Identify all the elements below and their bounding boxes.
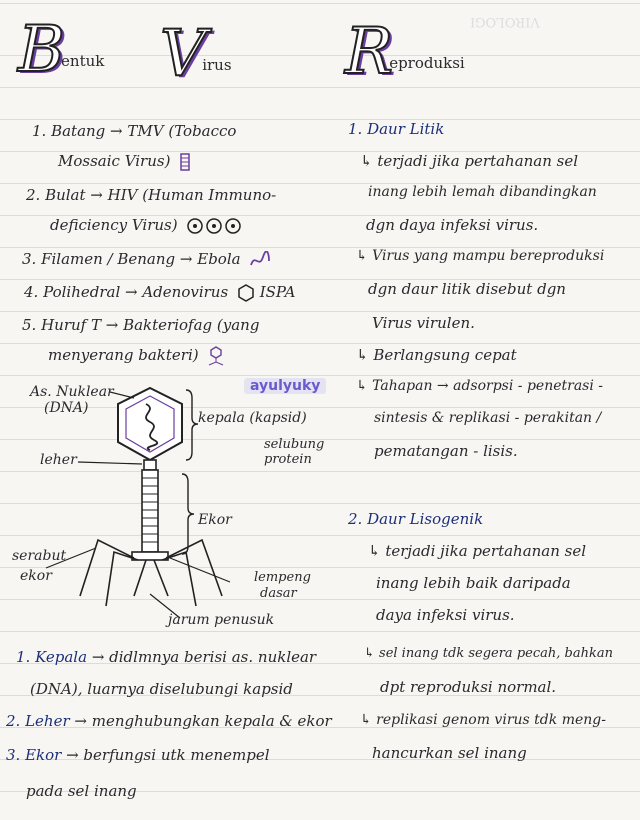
note-head-cont: (DNA), luarnya diselubungi kapsid bbox=[30, 680, 293, 698]
title-rest-reproduksi: eproduksi bbox=[389, 54, 465, 72]
ispa-label: ISPA bbox=[259, 283, 296, 301]
shape-item-3-text: 3. Filamen / Benang → Ebola bbox=[22, 250, 241, 268]
watermark: ayulyuky bbox=[244, 378, 326, 394]
note-head-text: → didlmnya berisi as. nuklear bbox=[87, 648, 317, 666]
title-rest-bentuk: entuk bbox=[61, 52, 105, 70]
title-rest-virus: irus bbox=[202, 56, 232, 74]
label-neck: leher bbox=[40, 452, 77, 468]
shape-item-5: 5. Huruf T → Bakteriofag (yang bbox=[22, 316, 260, 334]
neck bbox=[144, 460, 156, 470]
lytic-line-10: pematangan - lisis. bbox=[374, 442, 518, 460]
lysogenic-line-1: ↳ terjadi jika pertahanan sel bbox=[368, 542, 587, 560]
lytic-line-4: ↳ Virus yang mampu bereproduksi bbox=[356, 248, 605, 264]
label-protein-coat: selubung bbox=[264, 437, 325, 452]
label-dna: (DNA) bbox=[44, 400, 89, 416]
note-neck-text: → menghubungkan kepala & ekor bbox=[69, 712, 332, 730]
note-neck bbox=[6, 712, 332, 730]
rod-virus-icon bbox=[179, 153, 191, 171]
label-needle: jarum penusuk bbox=[168, 612, 275, 628]
note-head bbox=[16, 648, 316, 666]
shape-item-5-cont bbox=[48, 346, 225, 366]
shape-item-4-text: 4. Polihedral → Adenovirus bbox=[24, 283, 229, 301]
title-initial-r: R bbox=[345, 15, 394, 89]
shape-item-4 bbox=[24, 283, 295, 302]
lysogenic-line-2: inang lebih baik daripada bbox=[376, 574, 571, 592]
show-through-text: VIROLOGI bbox=[470, 14, 540, 29]
shape-item-1: 1. Batang → TMV (Tobacco bbox=[32, 122, 237, 140]
note-tail-cont: pada sel inang bbox=[26, 782, 137, 800]
shape-item-2-text: deficiency Virus) bbox=[50, 216, 178, 234]
title-virus bbox=[160, 17, 232, 91]
shape-item-3 bbox=[22, 250, 271, 269]
tail-sheath bbox=[142, 470, 158, 552]
label-base-plate-2: dasar bbox=[260, 586, 297, 601]
note-neck-key: 2. Leher bbox=[6, 712, 70, 730]
lysogenic-line-6: ↳ replikasi genom virus tdk meng- bbox=[360, 712, 606, 728]
lysogenic-line-5: dpt reproduksi normal. bbox=[380, 678, 557, 696]
lysogenic-line-7: hancurkan sel inang bbox=[372, 744, 527, 762]
lysogenic-line-3: daya infeksi virus. bbox=[376, 606, 515, 624]
note-tail-text: → berfungsi utk menempel bbox=[61, 746, 270, 764]
lytic-line-5: dgn daur litik disebut dgn bbox=[368, 280, 566, 298]
bacteriophage-icon bbox=[207, 346, 225, 366]
round-virus-icon bbox=[186, 217, 244, 235]
title-bentuk bbox=[18, 13, 105, 87]
lysogenic-heading: 2. Daur Lisogenik bbox=[348, 510, 484, 528]
lytic-line-6: Virus virulen. bbox=[372, 314, 475, 332]
title-initial-v: V bbox=[160, 17, 207, 91]
title-reproduksi bbox=[345, 15, 465, 89]
label-base-plate: lempeng bbox=[254, 570, 311, 585]
label-tail-fiber-2: ekor bbox=[20, 568, 52, 584]
note-tail-key: 3. Ekor bbox=[6, 746, 62, 764]
lytic-heading: 1. Daur Litik bbox=[348, 120, 445, 138]
label-tail: Ekor bbox=[198, 512, 232, 528]
label-head-capsid: kepala (kapsid) bbox=[198, 410, 307, 426]
note-head-key: 1. Kepala bbox=[16, 648, 88, 666]
title-initial-b: B bbox=[18, 13, 66, 87]
lytic-line-7: ↳ Berlangsung cepat bbox=[356, 346, 517, 364]
lysogenic-line-4: ↳ sel inang tdk segera pecah, bahkan bbox=[364, 646, 613, 661]
lytic-line-8: ↳ Tahapan → adsorpsi - penetrasi - bbox=[356, 378, 604, 394]
shape-item-1-cont bbox=[58, 152, 191, 171]
shape-item-2: 2. Bulat → HIV (Human Immuno- bbox=[26, 186, 277, 204]
label-tail-fiber: serabut bbox=[12, 548, 67, 564]
filament-virus-icon bbox=[249, 251, 271, 269]
lytic-line-2: inang lebih lemah dibandingkan bbox=[368, 184, 597, 200]
lytic-line-9: sintesis & replikasi - perakitan / bbox=[374, 410, 602, 426]
base-plate bbox=[132, 552, 168, 560]
polyhedral-virus-icon bbox=[237, 284, 255, 302]
shape-item-1-text: Mossaic Virus) bbox=[58, 152, 171, 170]
lytic-line-1: ↳ terjadi jika pertahanan sel bbox=[360, 152, 579, 170]
note-tail bbox=[6, 746, 270, 764]
shape-item-2-cont bbox=[50, 216, 244, 235]
label-nuclear-acid: As. Nuklear bbox=[30, 384, 114, 400]
shape-item-5-text: menyerang bakteri) bbox=[48, 346, 199, 364]
lytic-line-3: dgn daya infeksi virus. bbox=[366, 216, 539, 234]
label-protein: protein bbox=[264, 452, 312, 467]
